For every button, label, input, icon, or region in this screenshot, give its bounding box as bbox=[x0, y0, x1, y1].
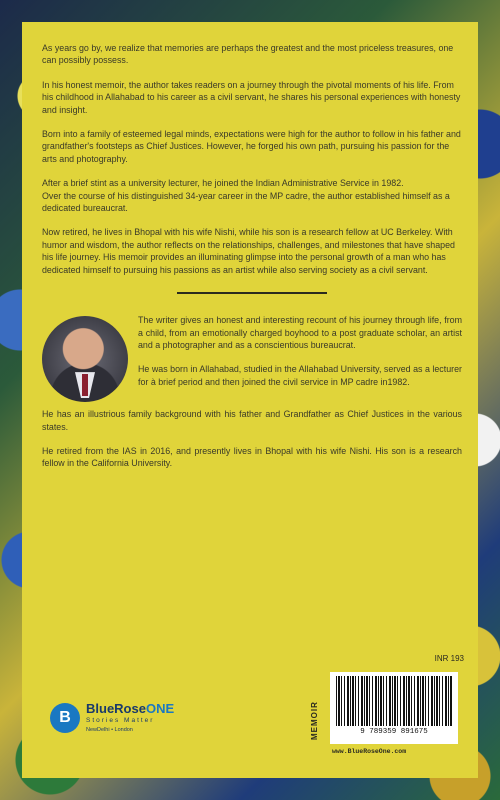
blurb-paragraph-4a: After a brief stint as a university lecturer, he joined the Indian Administrative Service in 1982. bbox=[42, 178, 404, 189]
blurb-paragraph-4b: Over the course of his distinguished 34-year career in the MP cadre, the author established himself as a dedicated bureaucrat. bbox=[42, 190, 450, 214]
publisher-tagline: Stories Matter bbox=[86, 717, 155, 724]
bio-paragraph-3: He has an illustrious family background with his father and Grandfather as Chief Justices in the various states. bbox=[42, 409, 462, 432]
publisher-website: www.BlueRoseOne.com bbox=[332, 748, 407, 755]
publisher-name bbox=[86, 702, 174, 716]
publisher-cities: NewDelhi • London bbox=[86, 727, 133, 733]
bluerose-logo-icon: B bbox=[50, 703, 80, 733]
author-bio bbox=[42, 314, 462, 470]
publisher-name-part-a: BlueRose bbox=[86, 701, 146, 716]
blurb-paragraph-2: In his honest memoir, the author takes readers on a journey through the pivotal moments of his life. From his childhood in Allahabad to his career as a civil servant, he shares his personal experiences with honesty and insight. bbox=[42, 79, 461, 115]
blurb-paragraph-3: Born into a family of esteemed legal minds, expectations were high for the author to follow in his father and grandfather's footsteps as Chief Justices. However, he forged his own path, pursuing his passion for the arts and photography. bbox=[42, 129, 461, 164]
tie-shape bbox=[82, 374, 88, 396]
bio-paragraph-2: He was born in Allahabad, studied in the Allahabad University, served as a lecturer for à brief period and then joined the civil service in MP cadre in1982. bbox=[138, 364, 462, 387]
genre-label: MEMOIR bbox=[310, 701, 319, 740]
author-photo bbox=[42, 316, 128, 402]
isbn-area bbox=[310, 654, 464, 764]
price-label: INR 193 bbox=[434, 654, 464, 663]
publisher-logo bbox=[50, 702, 174, 733]
publisher-name-part-b: ONE bbox=[145, 701, 175, 716]
isbn-barcode bbox=[330, 672, 458, 744]
barcode-bars bbox=[336, 676, 452, 726]
isbn-number: 9 789359 891675 bbox=[360, 728, 428, 736]
bio-paragraph-4: He retired from the IAS in 2016, and presently lives in Bhopal with his wife Nishi. His son is a research fellow in the California University. bbox=[42, 445, 462, 469]
section-divider bbox=[177, 292, 327, 294]
blurb-paragraph-1: As years go by, we realize that memories are perhaps the greatest and the most priceless treasures, one can possibly possess. bbox=[42, 43, 454, 66]
bio-paragraph-1: The writer gives an honest and interesting recount of his journey through life, from a child, from an emotionally charged boyhood to a post graduate scholar, an artist and a photographer and as a conscientious bureaucrat. bbox=[138, 315, 462, 350]
back-cover-panel bbox=[22, 22, 478, 778]
blurb-paragraph-5: Now retired, he lives in Bhopal with his wife Nishi, while his son is a research fellow at UC Berkeley. With humor and wisdom, the author reflects on the relationships, challenges, and milestones that have shaped his life journey. His memoir provides an illuminating glimpse into the personal growth of a man who has dedicated himself to pursuing his passions as an artist while also serving society as a civil servant. bbox=[42, 227, 455, 275]
publisher-logo-text bbox=[86, 702, 174, 733]
